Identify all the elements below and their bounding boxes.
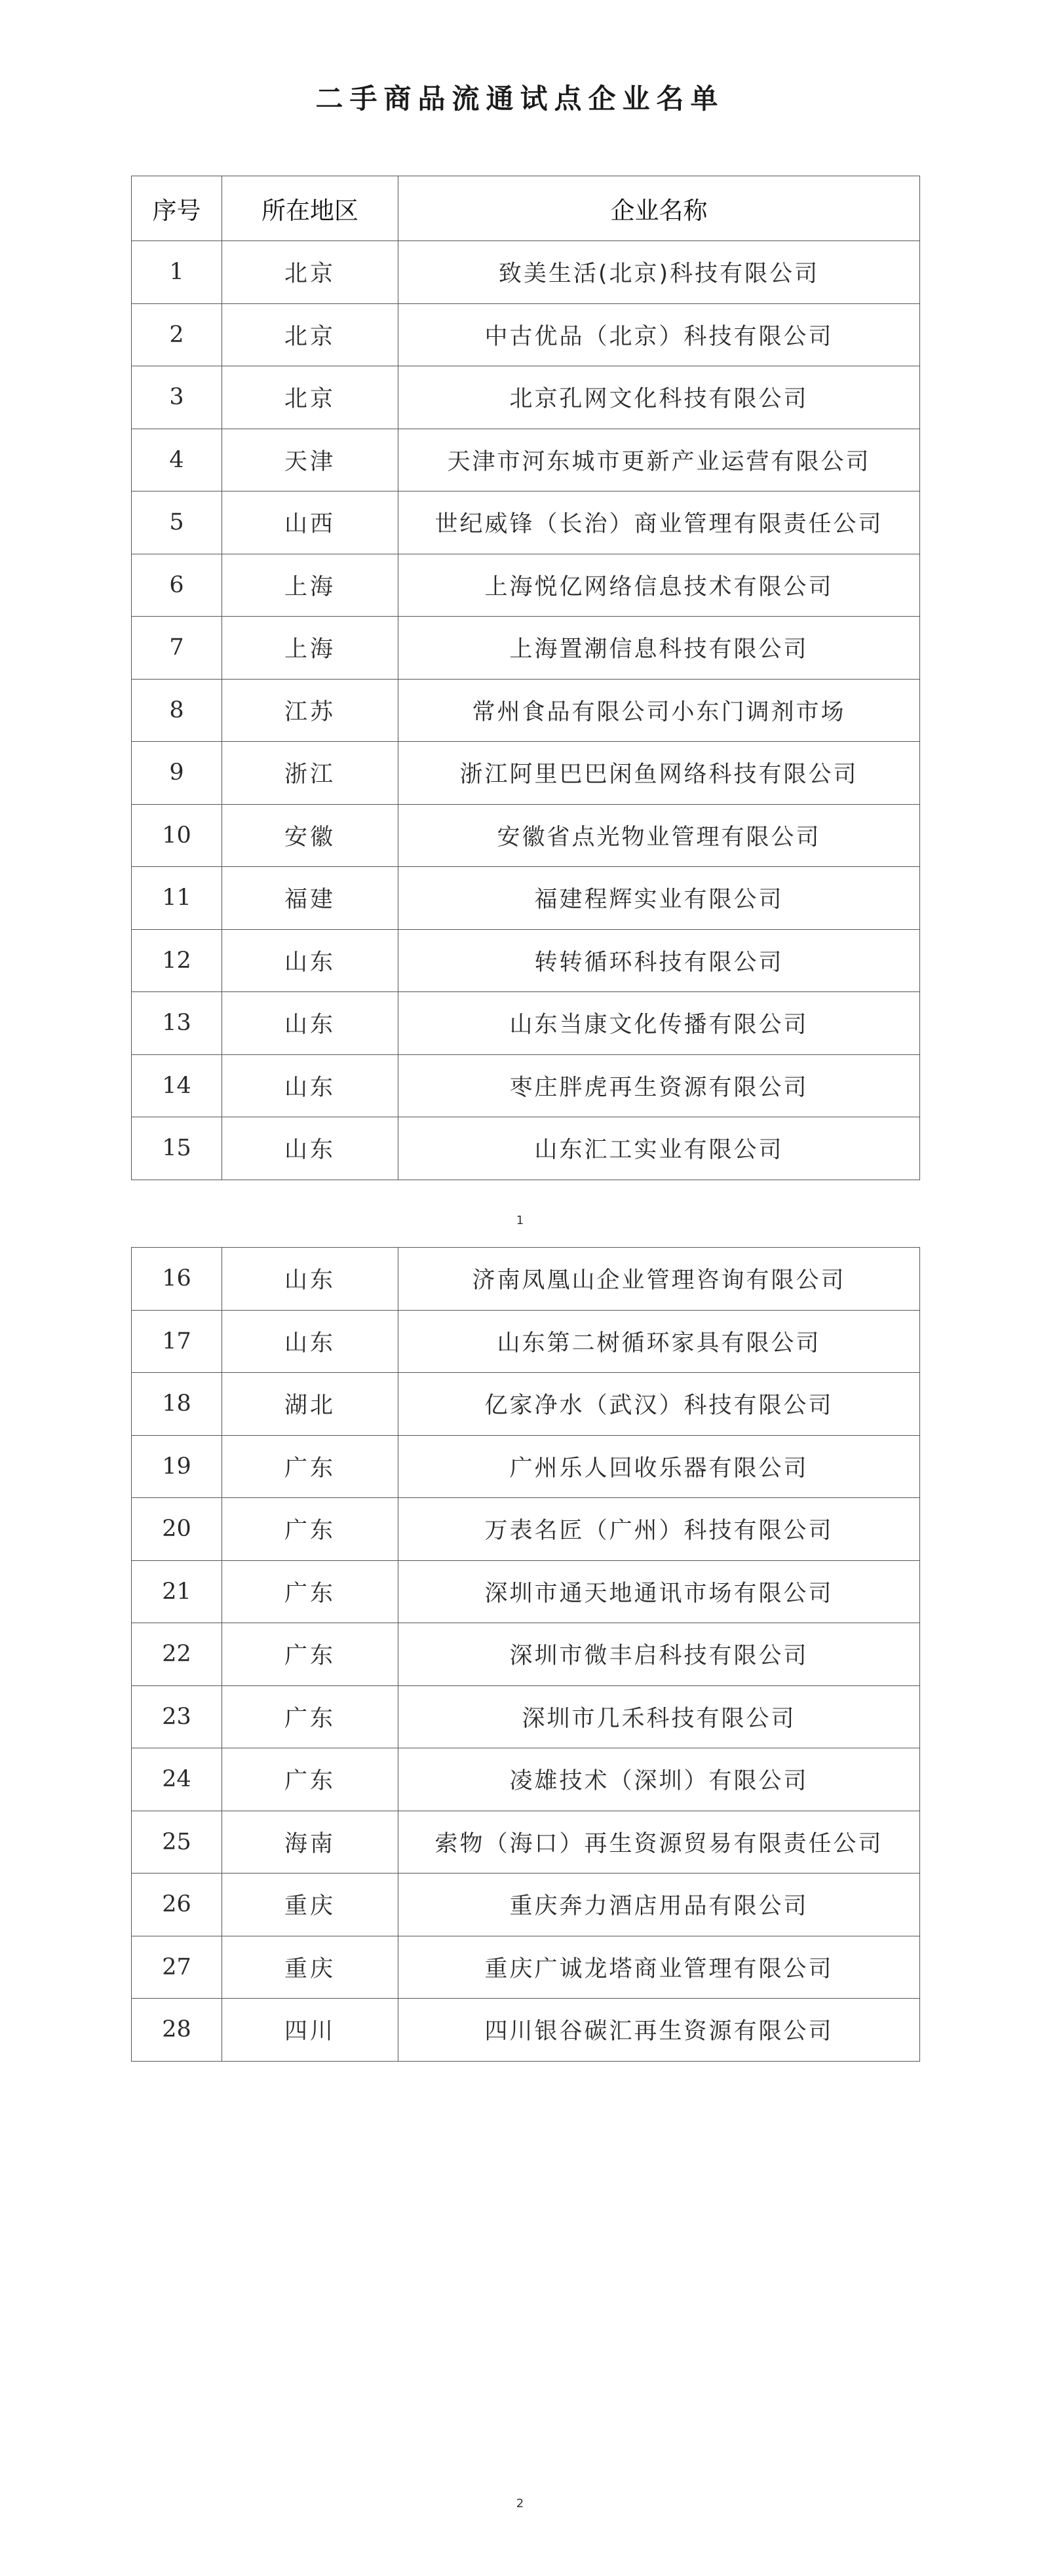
cell-serial-number: 8 — [132, 679, 222, 742]
cell-company-name: 亿家净水（武汉）科技有限公司 — [398, 1373, 920, 1436]
header-company-name: 企业名称 — [398, 176, 920, 241]
cell-region: 广东 — [222, 1435, 398, 1498]
table-row — [132, 1874, 920, 1936]
cell-company-name: 上海置潮信息科技有限公司 — [398, 617, 920, 680]
table-row — [132, 303, 920, 366]
cell-region: 山东 — [222, 992, 398, 1055]
cell-serial-number: 10 — [132, 804, 222, 867]
table-row — [132, 867, 920, 930]
cell-region: 天津 — [222, 429, 398, 491]
cell-serial-number: 15 — [132, 1117, 222, 1180]
table-row — [132, 1248, 920, 1311]
cell-region: 上海 — [222, 554, 398, 617]
header-region: 所在地区 — [222, 176, 398, 241]
enterprise-table-page-2 — [131, 1247, 920, 2062]
table-row — [132, 241, 920, 304]
cell-region: 广东 — [222, 1685, 398, 1748]
cell-region: 山西 — [222, 491, 398, 554]
table-header-row — [132, 176, 920, 241]
table-row — [132, 1435, 920, 1498]
cell-region: 广东 — [222, 1560, 398, 1623]
cell-company-name: 万表名匠（广州）科技有限公司 — [398, 1498, 920, 1561]
cell-region: 山东 — [222, 929, 398, 992]
cell-region: 重庆 — [222, 1936, 398, 1999]
cell-region: 海南 — [222, 1811, 398, 1874]
table-row — [132, 1054, 920, 1117]
cell-serial-number: 28 — [132, 1999, 222, 2062]
cell-serial-number: 9 — [132, 742, 222, 805]
cell-region: 山东 — [222, 1054, 398, 1117]
table-row — [132, 1498, 920, 1561]
cell-region: 山东 — [222, 1310, 398, 1373]
cell-company-name: 山东当康文化传播有限公司 — [398, 992, 920, 1055]
cell-region: 湖北 — [222, 1373, 398, 1436]
document-title: 二手商品流通试点企业名单 — [315, 83, 725, 115]
cell-region: 广东 — [222, 1748, 398, 1811]
cell-serial-number: 16 — [132, 1248, 222, 1311]
cell-serial-number: 5 — [132, 491, 222, 554]
cell-region: 江苏 — [222, 679, 398, 742]
cell-company-name: 致美生活(北京)科技有限公司 — [398, 241, 920, 304]
cell-serial-number: 20 — [132, 1498, 222, 1561]
cell-serial-number: 11 — [132, 867, 222, 930]
cell-serial-number: 19 — [132, 1435, 222, 1498]
cell-company-name: 深圳市微丰启科技有限公司 — [398, 1623, 920, 1686]
cell-serial-number: 21 — [132, 1560, 222, 1623]
header-serial-number: 序号 — [132, 176, 222, 241]
table-row — [132, 679, 920, 742]
table-row — [132, 1811, 920, 1874]
cell-company-name: 重庆奔力酒店用品有限公司 — [398, 1874, 920, 1936]
cell-region: 北京 — [222, 303, 398, 366]
cell-company-name: 上海悦亿网络信息技术有限公司 — [398, 554, 920, 617]
cell-region: 上海 — [222, 617, 398, 680]
cell-region: 福建 — [222, 867, 398, 930]
cell-company-name: 枣庄胖虎再生资源有限公司 — [398, 1054, 920, 1117]
cell-company-name: 福建程辉实业有限公司 — [398, 867, 920, 930]
cell-serial-number: 24 — [132, 1748, 222, 1811]
cell-company-name: 中古优品（北京）科技有限公司 — [398, 303, 920, 366]
table-row — [132, 1310, 920, 1373]
table-row — [132, 366, 920, 429]
cell-region: 四川 — [222, 1999, 398, 2062]
enterprise-table-page-1 — [131, 176, 920, 1180]
cell-serial-number: 7 — [132, 617, 222, 680]
cell-company-name: 转转循环科技有限公司 — [398, 929, 920, 992]
cell-serial-number: 26 — [132, 1874, 222, 1936]
cell-serial-number: 17 — [132, 1310, 222, 1373]
cell-company-name: 凌雄技术（深圳）有限公司 — [398, 1748, 920, 1811]
table-row — [132, 804, 920, 867]
page-number: 1 — [516, 1214, 524, 1227]
cell-company-name: 广州乐人回收乐器有限公司 — [398, 1435, 920, 1498]
table-row — [132, 1560, 920, 1623]
cell-serial-number: 23 — [132, 1685, 222, 1748]
cell-company-name: 重庆广诚龙塔商业管理有限公司 — [398, 1936, 920, 1999]
cell-company-name: 济南凤凰山企业管理咨询有限公司 — [398, 1248, 920, 1311]
cell-company-name: 索物（海口）再生资源贸易有限责任公司 — [398, 1811, 920, 1874]
table-row — [132, 1936, 920, 1999]
cell-serial-number: 14 — [132, 1054, 222, 1117]
table-row — [132, 1748, 920, 1811]
cell-company-name: 天津市河东城市更新产业运营有限公司 — [398, 429, 920, 491]
table-row — [132, 491, 920, 554]
cell-region: 北京 — [222, 366, 398, 429]
cell-company-name: 深圳市几禾科技有限公司 — [398, 1685, 920, 1748]
cell-serial-number: 22 — [132, 1623, 222, 1686]
cell-serial-number: 3 — [132, 366, 222, 429]
table-row — [132, 992, 920, 1055]
cell-company-name: 浙江阿里巴巴闲鱼网络科技有限公司 — [398, 742, 920, 805]
cell-serial-number: 25 — [132, 1811, 222, 1874]
cell-serial-number: 6 — [132, 554, 222, 617]
table-row — [132, 742, 920, 805]
cell-region: 浙江 — [222, 742, 398, 805]
table-row — [132, 1373, 920, 1436]
cell-region: 重庆 — [222, 1874, 398, 1936]
cell-company-name: 北京孔网文化科技有限公司 — [398, 366, 920, 429]
cell-region: 安徽 — [222, 804, 398, 867]
table-row — [132, 554, 920, 617]
cell-company-name: 常州食品有限公司小东门调剂市场 — [398, 679, 920, 742]
cell-company-name: 安徽省点光物业管理有限公司 — [398, 804, 920, 867]
cell-company-name: 深圳市通天地通讯市场有限公司 — [398, 1560, 920, 1623]
table-row — [132, 1117, 920, 1180]
cell-serial-number: 1 — [132, 241, 222, 304]
cell-region: 山东 — [222, 1248, 398, 1311]
table-row — [132, 617, 920, 680]
cell-serial-number: 13 — [132, 992, 222, 1055]
cell-region: 山东 — [222, 1117, 398, 1180]
table-row — [132, 1685, 920, 1748]
cell-serial-number: 2 — [132, 303, 222, 366]
cell-serial-number: 4 — [132, 429, 222, 491]
cell-region: 北京 — [222, 241, 398, 304]
table-row — [132, 929, 920, 992]
cell-company-name: 山东第二树循环家具有限公司 — [398, 1310, 920, 1373]
cell-serial-number: 27 — [132, 1936, 222, 1999]
cell-region: 广东 — [222, 1498, 398, 1561]
table-row — [132, 429, 920, 491]
cell-region: 广东 — [222, 1623, 398, 1686]
cell-company-name: 山东汇工实业有限公司 — [398, 1117, 920, 1180]
cell-serial-number: 18 — [132, 1373, 222, 1436]
cell-company-name: 世纪威锋（长治）商业管理有限责任公司 — [398, 491, 920, 554]
cell-serial-number: 12 — [132, 929, 222, 992]
cell-company-name: 四川银谷碳汇再生资源有限公司 — [398, 1999, 920, 2062]
table-row — [132, 1623, 920, 1686]
table-row — [132, 1999, 920, 2062]
page-number: 2 — [516, 2497, 524, 2510]
